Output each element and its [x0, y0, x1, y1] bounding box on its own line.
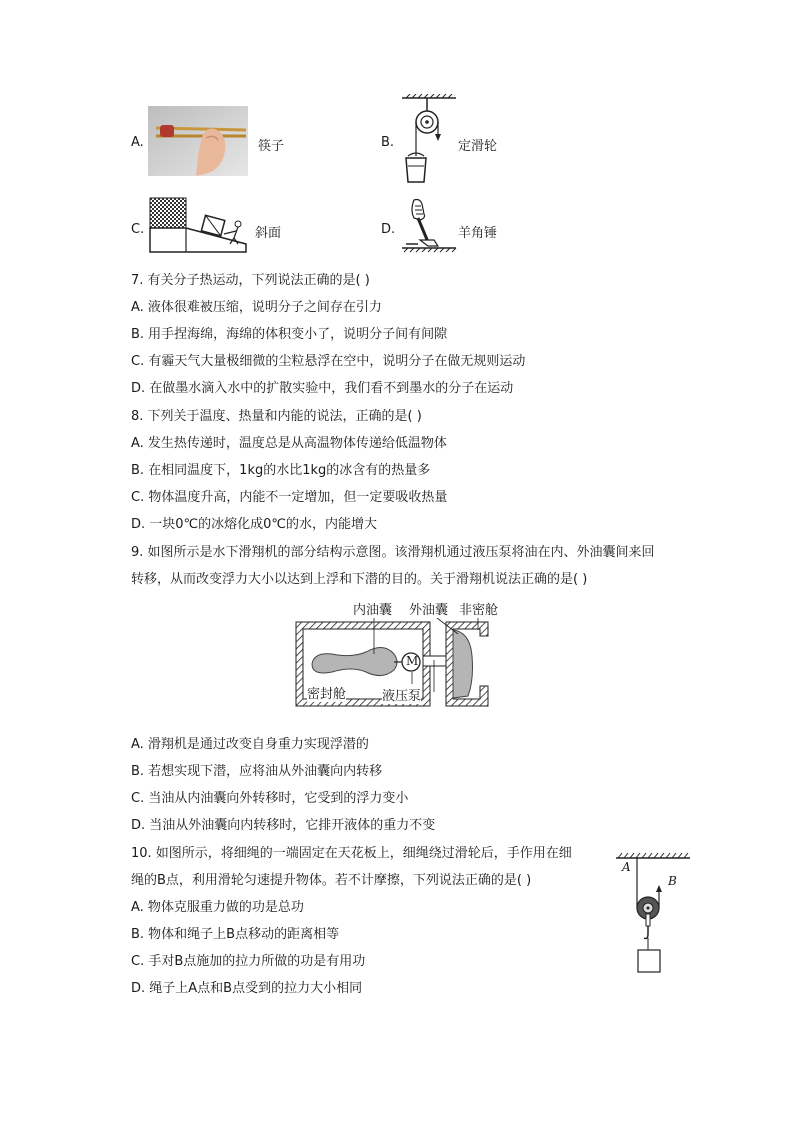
option-d: D. 当油从外油囊向内转移时，它排开液体的重力不变	[131, 818, 436, 833]
question-stem-line-2: 绳的B点，利用滑轮匀速提升物体。若不计摩擦，下列说法正确的是( )	[131, 873, 532, 888]
option-a: A. 液体很难被压缩，说明分子之间存在引力	[131, 300, 382, 315]
option-b: B. 若想实现下潜，应将油从外油囊向内转移	[131, 764, 383, 779]
question-stem-line-1: 10. 如图所示，将细绳的一端固定在天花板上，细绳绕过滑轮后，手作用在细	[131, 846, 572, 861]
option-b: B. 用手捏海绵，海绵的体积变小了，说明分子间有间隙	[131, 327, 448, 342]
non-sealed-compartment-label: 非密舱	[458, 599, 499, 618]
option-a: A. 物体克服重力做的功是总功	[131, 900, 304, 915]
question-stem-line-2: 转移，从而改变浮力大小以达到上浮和下潜的目的。关于滑翔机说法正确的是( )	[131, 572, 588, 587]
option-d: D. 在做墨水滴入水中的扩散实验中，我们看不到墨水的分子在运动	[131, 381, 514, 396]
q6-option-label: 筷子	[258, 139, 285, 154]
q6-option-letter: D.	[381, 222, 396, 237]
option-a: A. 滑翔机是通过改变自身重力实现浮潜的	[131, 737, 369, 752]
q6-option-label: 羊角锤	[458, 226, 498, 241]
motor-label: M	[406, 654, 419, 668]
q6-option-label: 斜面	[255, 226, 282, 241]
q6-option-letter: B.	[381, 135, 395, 150]
option-a: A. 发生热传递时，温度总是从高温物体传递给低温物体	[131, 436, 447, 451]
option-b: B. 物体和绳子上B点移动的距离相等	[131, 927, 340, 942]
q6-option-label: 定滑轮	[458, 139, 498, 154]
point-a-label: A	[622, 860, 631, 874]
option-c: C. 手对B点施加的拉力所做的功是有用功	[131, 954, 366, 969]
claw-hammer-icon	[398, 196, 458, 258]
q6-option-letter: C.	[131, 222, 145, 237]
question-stem: 7. 有关分子热运动，下列说法正确的是( )	[131, 273, 370, 288]
option-c: C. 有霾天气大量极细微的尘粒悬浮在空中，说明分子在做无规则运动	[131, 354, 526, 369]
fixed-pulley-icon	[398, 94, 458, 186]
inclined-plane-icon	[148, 196, 248, 256]
point-b-label: B	[668, 874, 677, 888]
q6-option-letter: A.	[131, 135, 144, 150]
hydraulic-pump-label: 液压泵	[382, 685, 421, 704]
chopsticks-photo	[148, 106, 248, 176]
option-b: B. 在相同温度下，1kg的水比1kg的冰含有的热量多	[131, 463, 431, 478]
option-c: C. 物体温度升高，内能不一定增加，但一定要吸收热量	[131, 490, 448, 505]
option-d: D. 一块0℃的冰熔化成0℃的水，内能增大	[131, 517, 378, 532]
outer-oil-bag-label: 外油囊	[408, 599, 449, 618]
option-d: D. 绳子上A点和B点受到的拉力大小相同	[131, 981, 363, 996]
sealed-compartment-label: 密封舱	[307, 683, 346, 702]
option-c: C. 当油从内油囊向外转移时，它受到的浮力变小	[131, 791, 409, 806]
question-stem: 8. 下列关于温度、热量和内能的说法，正确的是( )	[131, 409, 422, 424]
inner-oil-bag-label: 内油囊	[352, 599, 393, 618]
question-stem-line-1: 9. 如图所示是水下滑翔机的部分结构示意图。该滑翔机通过液压泵将油在内、外油囊间来回	[131, 545, 655, 560]
